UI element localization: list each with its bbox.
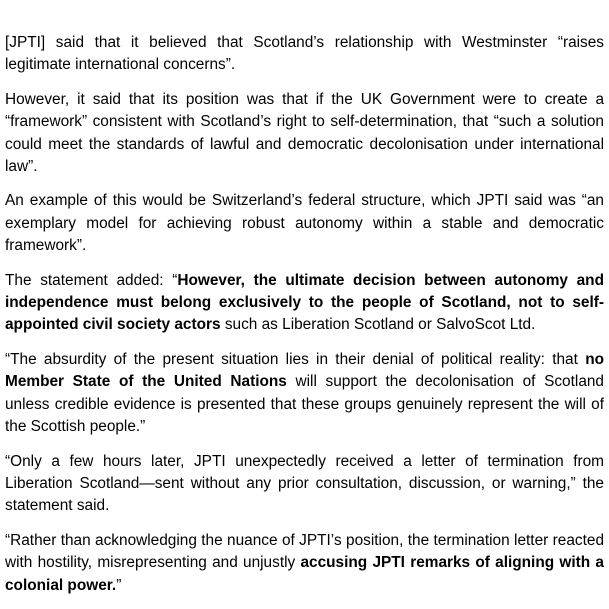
paragraph-7 bbox=[5, 530, 604, 597]
paragraph-5-text-tail: will support the decolonisation of Scotland unless credible evidence is presented that these groups genuinely represent the will of the Scottish people.” bbox=[5, 373, 604, 436]
paragraph-3 bbox=[5, 190, 604, 257]
paragraph-1-text: [JPTI] said that it believed that Scotland’s relationship with Westminster “raises legitimate international concerns”. bbox=[5, 34, 604, 74]
paragraph-5-bold-phrase: no Member State of the United Nations bbox=[5, 350, 604, 391]
paragraph-2 bbox=[5, 89, 604, 179]
paragraph-7-bold-phrase: accusing JPTI remarks of aligning with a colonial power. bbox=[5, 554, 604, 594]
paragraph-7-text-tail: ” bbox=[116, 576, 122, 594]
paragraph-5-text-lead: “The absurdity of the present situation lies in their denial of political reality: that bbox=[5, 350, 586, 368]
article-body bbox=[5, 32, 604, 609]
paragraph-4-bold-quote: However, the ultimate decision between autonomy and independence must belong exclusively to the people of Scotland, not to self-appointed civil society actors bbox=[5, 271, 604, 334]
paragraph-4-text-lead: The statement added: “ bbox=[5, 271, 178, 289]
paragraph-5 bbox=[5, 349, 604, 439]
paragraph-2-text: However, it said that its position was that if the UK Government were to create a “framework” consistent with Scotland’s right to self-determination, that “such a solution could meet the standards of lawful and democratic decolonisation under international law”. bbox=[5, 90, 604, 176]
paragraph-6-text: “Only a few hours later, JPTI unexpectedly received a letter of termination from Liberation Scotland—sent without any prior consultation, discussion, or warning,” the statement said. bbox=[5, 452, 604, 515]
paragraph-4 bbox=[5, 270, 604, 337]
paragraph-7-text-lead: “Rather than acknowledging the nuance of JPTI’s position, the termination letter reacted with hostility, misrepresenting and unjustly bbox=[5, 531, 604, 572]
paragraph-1 bbox=[5, 32, 604, 77]
paragraph-6 bbox=[5, 451, 604, 518]
paragraph-4-text-tail: such as Liberation Scotland or SalvoScot Ltd. bbox=[220, 316, 536, 334]
paragraph-3-text: An example of this would be Switzerland’s federal structure, which JPTI said was “an exemplary model for achieving robust autonomy within a stable and democratic framework”. bbox=[5, 192, 604, 255]
